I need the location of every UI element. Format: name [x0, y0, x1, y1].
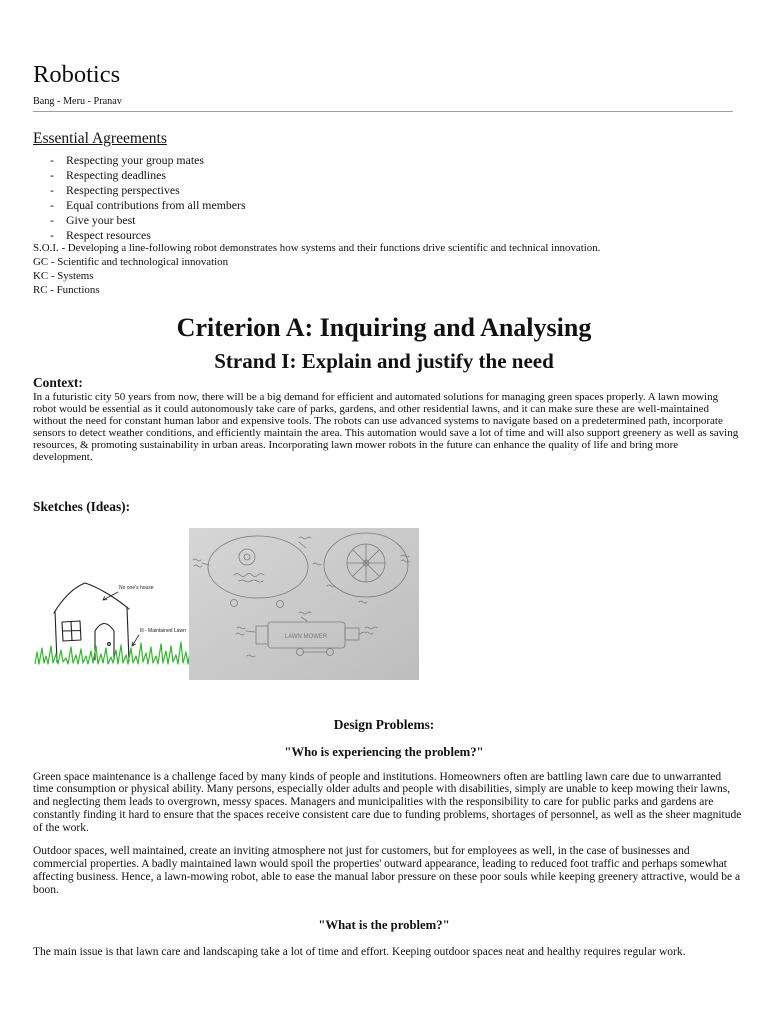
- paragraph-line: resources, & promoting sustainability in urban areas. Incorporating lawn mower robots in the future can enhance the quality of life and bring more: [33, 439, 679, 451]
- list-item-text: Respect resources: [66, 227, 151, 242]
- concepts-block: [33, 241, 600, 297]
- strand-title: Strand I: Explain and justify the need: [214, 349, 554, 373]
- paragraph-line: boon.: [33, 883, 59, 896]
- list-item-text: Give your best: [66, 212, 136, 227]
- list-item: [33, 213, 533, 228]
- context-paragraph: [33, 391, 738, 463]
- who-question-heading: "Who is experiencing the problem?": [284, 745, 484, 759]
- document-title: Robotics: [33, 61, 121, 88]
- paragraph-line: affecting business. Hence, a lawn-mowing robot, able to ease the manual labor pressure on these poor souls while keeping greenery attractive, would be a: [33, 870, 741, 883]
- list-item: [33, 153, 533, 168]
- mower-label: LAWN MOWER: [284, 634, 328, 640]
- global-context: GC - Scientific and technological innovation: [33, 256, 229, 268]
- paragraph-line: time consumption or physical ability. Many persons, especially older adults and people with disabilities, simply are unable to keep mowing their lawns,: [33, 783, 731, 796]
- who-paragraph-1: [33, 771, 741, 835]
- dash-bullet-icon: -: [50, 182, 54, 197]
- criterion-title: Criterion A: Inquiring and Analysing: [176, 313, 592, 342]
- lawn-label: Ill - Maintained Lawn: [140, 628, 186, 634]
- what-paragraph: The main issue is that lawn care and landscaping take a lot of time and effort. Keeping outdoor spaces neat and healthy requires regular work.: [33, 945, 686, 958]
- dash-bullet-icon: -: [50, 197, 54, 212]
- paragraph-line: development.: [33, 451, 93, 463]
- dash-bullet-icon: -: [50, 167, 54, 182]
- dash-bullet-icon: -: [50, 152, 54, 167]
- paragraph-line: sensors to detect weather conditions, and efficiently maintain the area. This automation would save a lot of time and will also support greenery as well as saving: [33, 427, 739, 439]
- paragraph-line: In a futuristic city 50 years from now, there will be a big demand for efficient and automated solutions for managing green spaces properly. A lawn mowing: [33, 391, 719, 403]
- soi-statement: S.O.I. - Developing a line-following robot demonstrates how systems and their functions drive scientific and technical innovation.: [33, 242, 601, 254]
- paragraph-line: without the need for constant human labor and expensive tools. The robots can use advanced systems to navigate based on a predetermined path, incorporate: [33, 415, 723, 427]
- list-item: [33, 198, 533, 213]
- list-item: [33, 168, 533, 183]
- related-concept: RC - Functions: [33, 284, 100, 296]
- context-heading: Context:: [33, 375, 83, 390]
- list-item-text: Respecting perspectives: [66, 182, 180, 197]
- paragraph-line: commercial properties. A badly maintained lawn would spoil the properties' outward appearance, leading to reduced foot traffic and perhaps somewhat: [33, 857, 727, 870]
- what-question-heading: "What is the problem?": [318, 918, 450, 932]
- document-authors: Bang - Meru - Pranav: [33, 95, 122, 107]
- house-label: No one's house: [119, 585, 154, 591]
- header-divider: [33, 111, 733, 112]
- paragraph-line: of the work.: [33, 821, 89, 834]
- photo-background: [189, 528, 419, 680]
- dash-bullet-icon: -: [50, 212, 54, 227]
- robot-sketches-photo: [189, 528, 419, 680]
- sketches-heading: Sketches (Ideas):: [33, 499, 131, 514]
- paragraph-line: robot would be essential as it could autonomously take care of parks, gardens, and other residential lawns, and it can make sure these are well-maintained: [33, 403, 709, 415]
- paragraph-line: constantly finding it hard to ensure that the spaces receive consistent care due to funding problems, shortages of personnel, as well as the sheer magnitude: [33, 808, 742, 821]
- dash-bullet-icon: -: [50, 227, 54, 242]
- list-item-text: Respecting your group mates: [66, 152, 204, 167]
- paragraph-line: Green space maintenance is a challenge faced by many kinds of people and institutions. Homeowners often are battling lawn care due to unwarranted: [33, 770, 722, 783]
- key-concept: KC - Systems: [33, 270, 94, 282]
- essential-agreements-list: [33, 153, 533, 243]
- who-paragraph-2: [33, 845, 740, 897]
- essential-agreements-heading: Essential Agreements: [33, 130, 167, 147]
- list-item-text: Respecting deadlines: [66, 167, 166, 182]
- list-item: [33, 183, 533, 198]
- paragraph-line: and neglecting them leads to overgrown, messy spaces. Managers and municipalities with the responsibility to care for public parks and gardens are: [33, 796, 714, 808]
- list-item-text: Equal contributions from all members: [66, 197, 246, 212]
- paragraph-line: Outdoor spaces, well maintained, create an inviting atmosphere not just for customers, but for employees as well, in the case of businesses and: [33, 844, 690, 857]
- design-problems-heading: Design Problems:: [333, 717, 435, 732]
